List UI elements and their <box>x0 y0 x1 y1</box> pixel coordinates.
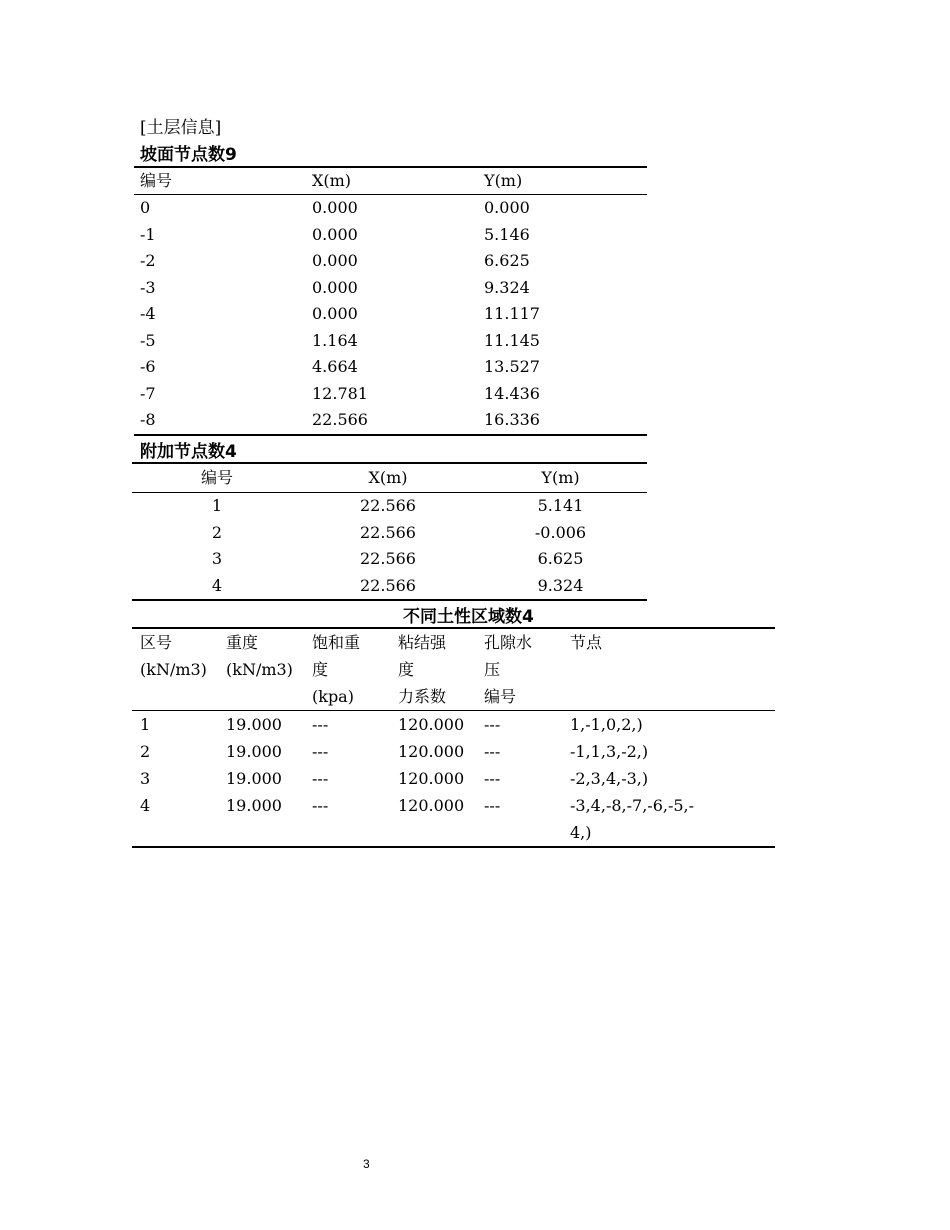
table-row <box>134 407 647 435</box>
table-cell: -3 <box>140 277 156 297</box>
table-cell: 2 <box>211 522 223 542</box>
table-cell: -2 <box>140 251 156 270</box>
header-line: (kN/m3) <box>140 660 207 679</box>
table-cell: 3 <box>140 769 151 788</box>
table-cell: -1,1,3,-2,) <box>570 742 649 761</box>
table-row <box>132 711 775 739</box>
table-cell: -4 <box>140 304 156 323</box>
table-header-row <box>134 167 647 195</box>
table-cell: 1 <box>211 496 223 515</box>
table-row <box>134 301 647 328</box>
table-cell: 22.566 <box>306 407 478 435</box>
header-line: 力系数 <box>398 687 447 706</box>
header-line: 区号 <box>140 633 173 652</box>
column-header: 编号 <box>134 167 306 195</box>
table-cell: 120.000 <box>398 769 465 788</box>
table-cell: -7 <box>140 383 156 403</box>
table-cell: 5.141 <box>537 496 584 515</box>
table-cell: 16.336 <box>478 407 647 435</box>
table-cell: 0.000 <box>484 198 530 217</box>
column-header: X(m) <box>306 167 478 195</box>
cell-line: -3,4,-8,-7,-6,-5,- <box>570 796 695 815</box>
header-line: 孔隙水 <box>484 633 533 652</box>
table-row <box>132 765 775 792</box>
table-cell: -2,3,4,-3,) <box>570 769 649 788</box>
table-cell: 12.781 <box>312 383 368 403</box>
table-cell: 22.566 <box>360 522 416 542</box>
header-line: 压 <box>484 660 501 679</box>
table-cell: --- <box>312 796 329 815</box>
header-line: 度 <box>398 660 415 679</box>
table-row <box>134 222 647 249</box>
table-row <box>132 493 647 520</box>
table-cell: 0.000 <box>312 251 358 270</box>
table-cell: --- <box>484 742 501 761</box>
table-row <box>134 275 647 302</box>
table-cell: 11.145 <box>484 330 540 350</box>
table-cell: 120.000 <box>398 742 465 761</box>
table-cell: --- <box>312 715 329 734</box>
table-cell: 0.000 <box>312 304 358 323</box>
header-line: 度 <box>312 660 329 679</box>
page-number: 3 <box>363 1157 370 1171</box>
table-cell: 19.000 <box>226 715 282 734</box>
table-cell: --- <box>312 769 329 788</box>
table-cell: 13.527 <box>484 357 540 376</box>
extra-nodes-table <box>132 462 647 601</box>
column-header <box>562 628 775 711</box>
header-line: (kN/m3) <box>226 660 293 679</box>
table-cell: --- <box>484 796 501 815</box>
column-header: Y(m) <box>474 463 647 493</box>
table-cell: 2 <box>140 742 151 761</box>
table-cell: 6.625 <box>537 549 584 568</box>
column-header <box>390 628 476 711</box>
table-cell: 19.000 <box>226 742 282 761</box>
table-cell: -8 <box>134 407 306 435</box>
section-label: [土层信息] <box>140 118 222 138</box>
table-row <box>132 573 647 601</box>
table-cell: 19.000 <box>226 769 282 788</box>
table-row <box>134 381 647 408</box>
table-row <box>134 248 647 275</box>
extra-nodes-heading: 附加节点数4 <box>140 442 237 462</box>
header-line: 节点 <box>570 633 603 652</box>
column-header <box>304 628 390 711</box>
table-cell: 4 <box>132 573 302 601</box>
column-header <box>132 628 218 711</box>
table-cell: --- <box>484 715 501 734</box>
table-cell: 3 <box>211 549 223 568</box>
table-cell: 9.324 <box>484 277 530 297</box>
table-cell: 0.000 <box>312 224 358 244</box>
column-header: Y(m) <box>478 167 647 195</box>
table-cell: 6.625 <box>484 251 530 270</box>
table-cell: --- <box>484 769 501 788</box>
cell-line: 4,) <box>570 823 592 842</box>
table-cell: 4 <box>140 796 151 815</box>
table-cell: 120.000 <box>398 715 465 734</box>
table-cell: -0.006 <box>534 522 587 542</box>
header-line: 重度 <box>226 633 259 652</box>
table-row <box>134 354 647 381</box>
table-cell: 4.664 <box>312 357 358 376</box>
table-cell: 9.324 <box>474 573 647 601</box>
table-cell: 22.566 <box>360 549 416 568</box>
table-cell: 0 <box>140 198 151 217</box>
slope-nodes-table <box>134 166 647 436</box>
table-cell: 14.436 <box>484 383 540 403</box>
table-cell: 19.000 <box>226 796 282 815</box>
soil-zones-table <box>132 627 775 848</box>
column-header <box>218 628 304 711</box>
header-line: 编号 <box>484 687 517 706</box>
table-row <box>132 792 775 847</box>
table-cell: 22.566 <box>360 496 416 515</box>
table-cell: 0.000 <box>312 277 358 297</box>
table-cell: 5.146 <box>484 224 530 244</box>
table-row <box>132 520 647 547</box>
column-header: 编号 <box>132 463 302 493</box>
table-cell: 11.117 <box>484 304 540 323</box>
table-cell: 22.566 <box>302 573 474 601</box>
table-cell: 1.164 <box>312 330 358 350</box>
table-cell: -1 <box>140 224 156 244</box>
table-cell: --- <box>312 742 329 761</box>
table-cell: -6 <box>140 357 156 376</box>
header-line: 粘结强 <box>398 633 447 652</box>
soil-zones-heading: 不同土性区域数4 <box>403 607 534 627</box>
table-row <box>132 546 647 573</box>
table-cell: 120.000 <box>398 796 465 815</box>
table-cell: -5 <box>140 330 156 350</box>
header-line: (kpa) <box>312 687 354 706</box>
table-cell <box>562 792 775 847</box>
column-header: X(m) <box>302 463 474 493</box>
slope-nodes-heading: 坡面节点数9 <box>140 145 237 165</box>
column-header <box>476 628 562 711</box>
header-line: 饱和重 <box>312 633 361 652</box>
table-row <box>134 195 647 222</box>
table-row <box>132 738 775 765</box>
table-cell: 1,-1,0,2,) <box>570 715 643 734</box>
table-cell: 0.000 <box>312 198 358 217</box>
table-cell: 1 <box>140 715 151 734</box>
table-header-row <box>132 463 647 493</box>
table-header-row <box>132 628 775 711</box>
table-row <box>134 328 647 355</box>
